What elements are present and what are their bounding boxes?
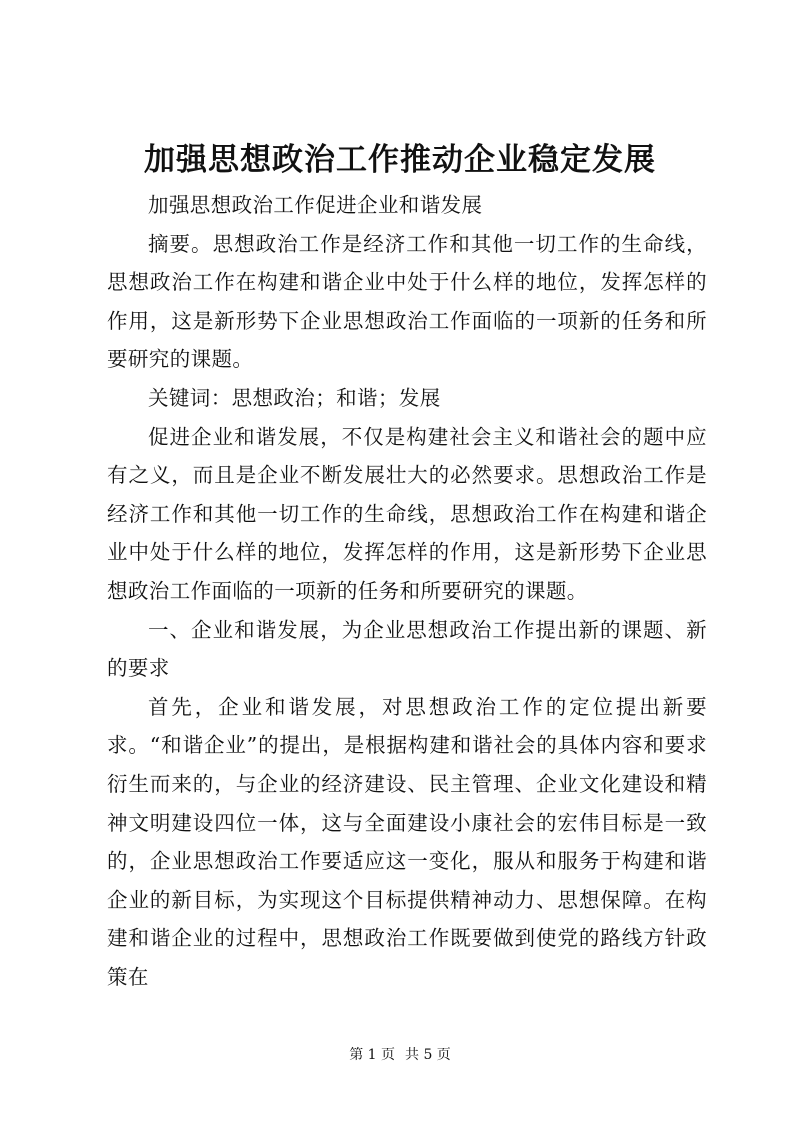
document-body: [107, 186, 707, 996]
body-paragraph: 首先，企业和谐发展，对思想政治工作的定位提出新要求。“和谐企业”的提出，是根据构建和谐社会的具体内容和要求衍生而来的，与企业的经济建设、民主管理、企业文化建设和精神文明建设四位一体，这与全面建设小康社会的宏伟目标是一致的，企业思想政治工作要适应这一变化，服从和服务于构建和谐企业的新目标，为实现这个目标提供精神动力、思想保障。在构建和谐企业的过程中，思想政治工作既要做到使党的路线方针政策在: [107, 694, 707, 989]
document-title: 加强思想政治工作推动企业稳定发展: [144, 142, 656, 178]
page-number: 第 1 页: [349, 1047, 395, 1063]
section-heading: 一、企业和谐发展，为企业思想政治工作提出新的课题、新的要求: [107, 617, 707, 681]
abstract-paragraph: 摘要。思想政治工作是经济工作和其他一切工作的生命线，思想政治工作在构建和谐企业中处于什么样的地位，发挥怎样的作用，这是新形势下企业思想政治工作面临的一项新的任务和所要研究的课题。: [107, 231, 707, 372]
body-paragraph: 促进企业和谐发展，不仅是构建社会主义和谐社会的题中应有之义，而且是企业不断发展壮大的必然要求。思想政治工作是经济工作和其他一切工作的生命线，思想政治工作在构建和谐企业中处于什么样的地位，发挥怎样的作用，这是新形势下企业思想政治工作面临的一项新的任务和所要研究的课题。: [107, 424, 707, 603]
subtitle-paragraph: 加强思想政治工作促进企业和谐发展: [148, 193, 483, 217]
keywords-paragraph: 关键词：思想政治；和谐；发展: [148, 385, 441, 410]
page-total: 共 5 页: [405, 1047, 451, 1063]
page-footer: [0, 1045, 800, 1065]
